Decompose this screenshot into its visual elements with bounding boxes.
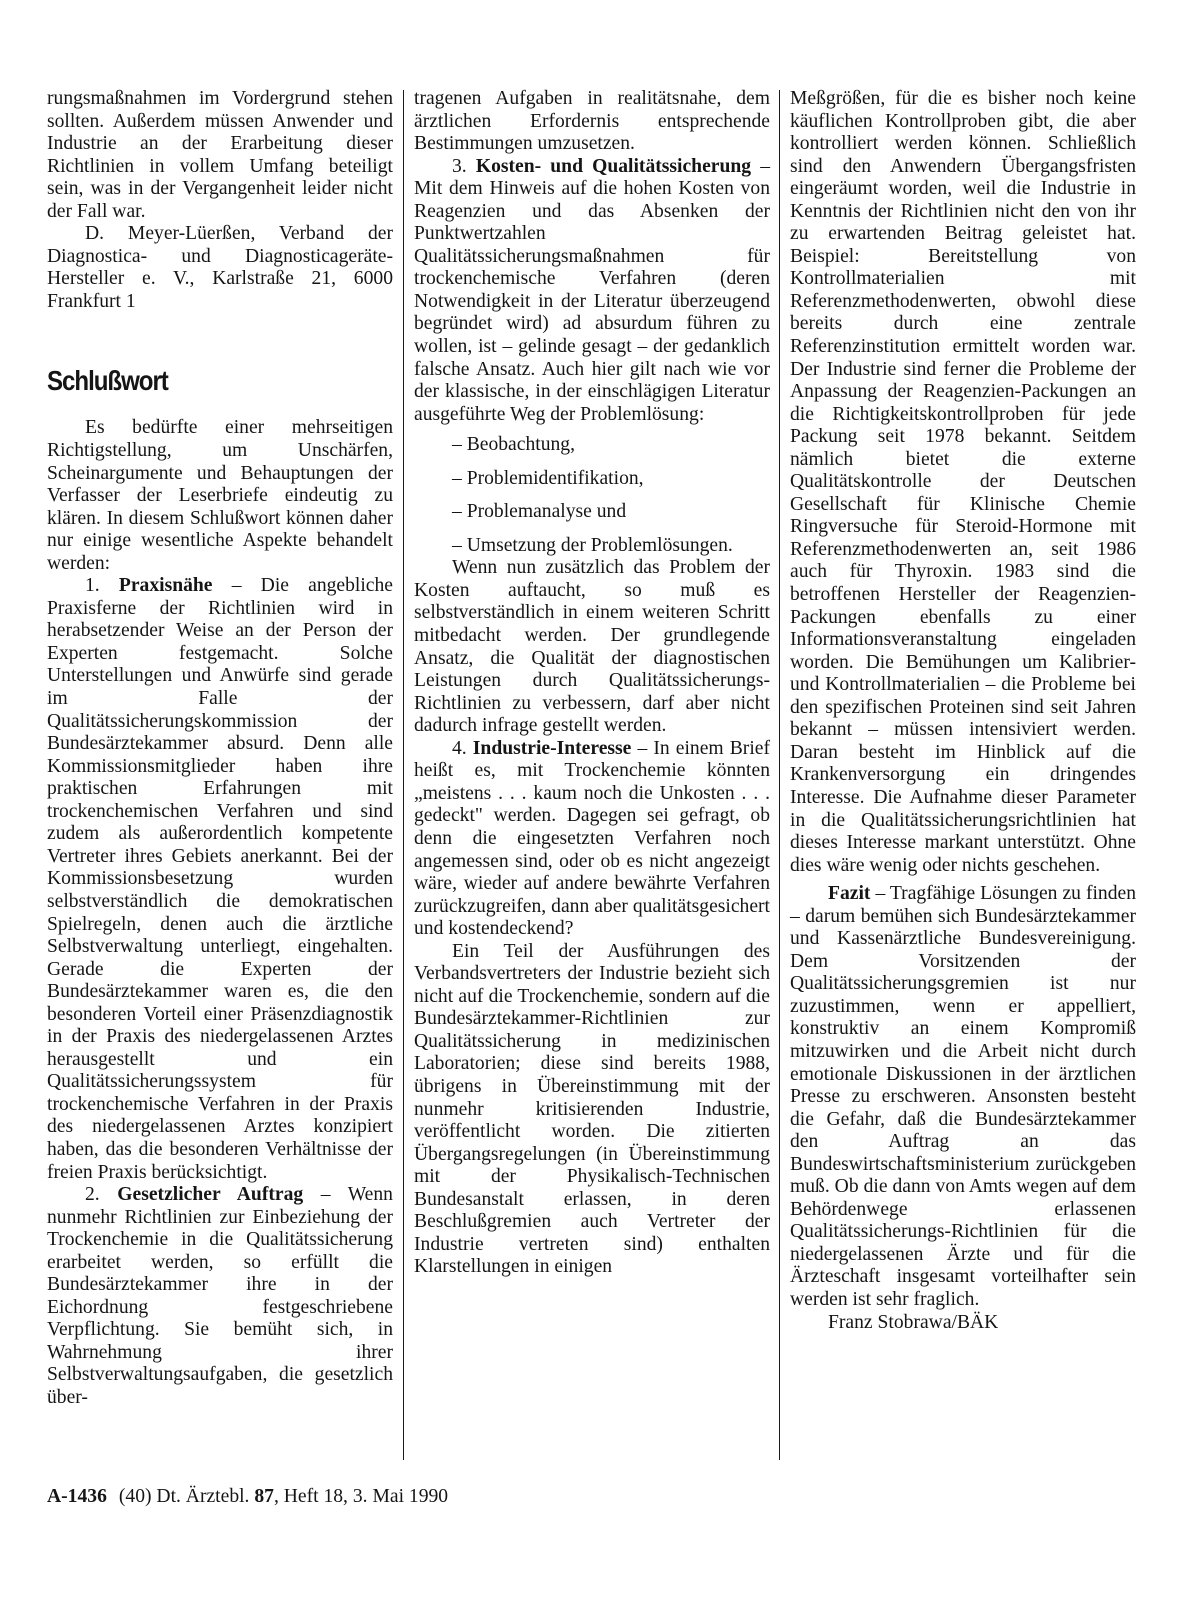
paragraph: Ein Teil der Ausführungen des Verbandsvertreters der Industrie bezieht sich nicht auf die Trockenchemie, sondern auf die Bundesärztekammer-Richtlinien zur Qualitätssicherung in medizinischen Laboratorien; diese sind bereits 1988, übrigens in Übereinstimmung mit der nunmehr kritisierenden Industrie, veröffentlicht worden. Die zitierten Übergangsregelungen (in Übereinstimmung mit der Physikalisch-Technischen Bundesanstalt erlassen, in deren Beschlußgremien auch Vertreter der Industrie vertreten sind) enthalten Klarstellungen in einigen bbox=[414, 940, 770, 1278]
column-right bbox=[790, 88, 1136, 1334]
column-divider bbox=[403, 90, 404, 1460]
issue-date: , Heft 18, 3. Mai 1990 bbox=[273, 1486, 449, 1507]
paragraph-industrie-interesse bbox=[414, 738, 770, 941]
list-item: – Beobachtung, bbox=[452, 434, 575, 456]
paragraph-praxisnaehe bbox=[47, 575, 393, 1184]
paragraph: Es bedürfte einer mehrseitigen Richtigstellung, um Unschärfen, Scheinargumente und Behauptungen der Verfasser der Leserbriefe eindeutig zu klären. In diesem Schlußwort können daher nur einige wesentliche Aspekte behandelt werden: bbox=[47, 417, 393, 574]
column-divider bbox=[779, 90, 780, 1460]
volume-number: 87 bbox=[254, 1486, 274, 1507]
item-title: Kosten- und Qualitätssicherung bbox=[475, 155, 752, 177]
item-text: – Wenn nunmehr Richtlinien zur Einbeziehung der Trockenchemie in die Qualitätssicherung erarbeitet werden, so erfüllt die Bundesärztekammer ihre in der Eichordnung festgeschriebene Verpflichtung. Sie bemüht sich, in Wahrnehmung ihrer Selbstverwaltungsaufgaben, die gesetzlich über- bbox=[47, 1184, 393, 1408]
paragraph: Meßgrößen, für die es bisher noch keine käuflichen Kontrollproben gibt, die aber kontrolliert werden können. Schließlich sind den Anwendern Übergangsfristen eingeräumt worden, weil die Industrie in Kenntnis der Richtlinien nicht den von ihr zu erwartenden Beitrag geleistet hat. Beispiel: Bereitstellung von Kontrollmaterialien mit Referenzmethodenwerten, obwohl diese bereits durch eine zentrale Referenzinstitution ermittelt worden war. Der Industrie sind ferner die Probleme der Anpassung der Reagenzien-Packungen an die Richtigkeitskontrollproben für jede Packung seit 1978 bekannt. Seitdem nämlich bietet die externe Qualitätskontrolle der Deutschen Gesellschaft für Klinische Chemie Ringversuche für Steroid-Hormone mit Referenzmethodenwerten an, seit 1986 auch für Thyroxin. 1983 sind die betroffenen Hersteller der Reagenzien-Packungen ebenfalls zu einer Informationsveranstaltung eingeladen worden. Die Bemühungen um Kalibrier- und Kontrollmaterialien – die Probleme bei den spezifischen Proteinen sind seit Jahren bekannt – müssen intensiviert werden. Daran besteht im Hinblick auf die Krankenversorgung ein dringendes Interesse. Die Aufnahme dieser Parameter in die Qualitätssicherungsrichtlinien hat dieses Interesse markant unterstützt. Ohne dies wäre wenig oder nichts geschehen. bbox=[790, 88, 1136, 876]
item-number: 2. bbox=[85, 1184, 100, 1206]
item-number: 3. bbox=[452, 155, 467, 177]
paragraph: Wenn nun zusätzlich das Problem der Kosten auftaucht, so muß es selbstverständlich in einem weiteren Schritt mitbedacht werden. Der grundlegende Ansatz, die Qualität der diagnostischen Leistungen durch Qualitätssicherungs-Richtlinien zu verbessern, darf aber nicht dadurch infrage gestellt werden. bbox=[414, 557, 770, 737]
paragraph-gesetzlicher-auftrag bbox=[47, 1184, 393, 1409]
item-title: Praxisnähe bbox=[118, 575, 213, 597]
letter-author-signature: D. Meyer-Lüerßen, Verband der Diagnostica- und Diagnosticageräte-Hersteller e. V., Karlstraße 21, 6000 Frankfurt 1 bbox=[47, 223, 393, 312]
paragraph: rungsmaßnahmen im Vordergrund stehen sollten. Außerdem müssen Anwender und Industrie an der Erarbeitung dieser Richtlinien in vollem Umfang beteiligt sein, was in der Vergangenheit leider nicht der Fall war. bbox=[47, 88, 393, 222]
closing-signature: Franz Stobrawa/BÄK bbox=[828, 1311, 999, 1333]
item-text: – Tragfähige Lösungen zu finden – darum bemühen sich Bundesärztekammer und Kassenärztliche Bundesvereinigung. Dem Vorsitzenden der Qualitätssicherungsgremien ist nur zuzustimmen, wenn er appelliert, konstruktiv an einem Kompromiß mitzuwirken und die Arbeit nicht durch emotionale Diskussionen in der ärztlichen Presse zu erschweren. Ansonsten besteht die Gefahr, daß die Bundesärztekammer den Auftrag an das Bundeswirtschaftsministerium zurückgeben muß. Ob die dann von Amts wegen auf dem Behördenwege erlassenen Qualitätssicherungs-Richtlinien für die niedergelassenen Ärzte und für die Ärzteschaft insgesamt vorteilhafter sein werden ist sehr fraglich. bbox=[790, 883, 1136, 1310]
item-title: Fazit bbox=[828, 883, 871, 905]
paragraph-kosten bbox=[414, 156, 770, 427]
item-number: 4. bbox=[452, 737, 467, 759]
item-text: – Die angebliche Praxisferne der Richtlinien wird in herabsetzender Weise an der Person der Experten festgemacht. Solche Unterstellungen und Anwürfe sind gerade im Falle der Qualitätssicherungskommission der Bundesärztekammer absurd. Denn alle Kommissionsmitglieder haben ihre praktischen Erfahrungen mit trockenchemischen Verfahren und sind zudem als außerordentlich kompetente Vertreter ihres Gebiets anerkannt. Bei der Kommissionsbesetzung wurden selbstverständlich die demokratischen Spielregeln, denen auch die ärztliche Selbstverwaltung unterliegt, eingehalten. Gerade die Experten der Bundesärztekammer waren es, die den besonderen Vorteil einer Präsenzdiagnostik in der Praxis des niedergelassenen Arztes herausgestellt und ein Qualitätssicherungssystem für trockenchemische Verfahren in der Praxis des niedergelassenen Arztes konzipiert haben, das die besonderen Verhältnisse der freien Praxis berücksichtigt. bbox=[47, 575, 393, 1183]
list-item: – Umsetzung der Problemlösungen. bbox=[452, 534, 733, 556]
list-item: – Problemanalyse und bbox=[452, 501, 627, 523]
column-middle bbox=[414, 88, 770, 1279]
list-item: – Problemidentifikation, bbox=[452, 467, 644, 489]
page-code: A-1436 bbox=[47, 1486, 107, 1507]
page-footer bbox=[47, 1486, 448, 1508]
item-title: Industrie-Interesse bbox=[472, 737, 632, 759]
paragraph-fazit bbox=[790, 883, 1136, 1311]
paragraph: tragenen Aufgaben in realitätsnahe, dem ärztlichen Erfordernis entsprechende Bestimmungen umzusetzen. bbox=[414, 88, 770, 155]
problem-solving-steps-list bbox=[414, 434, 770, 557]
item-number: 1. bbox=[85, 575, 100, 597]
item-text: – Mit dem Hinweis auf die hohen Kosten von Reagenzien und das Absenken der Punktwertzahlen Qualitätssicherungsmaßnahmen für trockenchemische Verfahren (deren Notwendigkeit in der Literatur überzeugend begründet wird) ad absurdum führen zu wollen, ist – gelinde gesagt – der gedanklich falsche Ansatz. Auch hier gilt nach wie vor der klassische, in der einschlägigen Literatur ausgeführte Weg der Problemlösung: bbox=[414, 155, 770, 425]
item-title: Gesetzlicher Auftrag bbox=[117, 1184, 304, 1206]
journal-citation: (40) Dt. Ärztebl. bbox=[118, 1486, 255, 1507]
column-left bbox=[47, 88, 393, 1410]
item-text: – In einem Brief heißt es, mit Trockenchemie könnten „meistens . . . kaum noch die Unkosten . . . gedeckt" werden. Dagegen sei gefragt, ob denn die eingesetzten Verfahren noch angemessen sind, oder ob es nicht angezeigt wäre, wieder auf andere bewährte Verfahren zurückzugreifen, dann aber qualitätsgesichert und kostendeckend? bbox=[414, 737, 770, 940]
section-heading: Schlußwort bbox=[47, 365, 168, 397]
